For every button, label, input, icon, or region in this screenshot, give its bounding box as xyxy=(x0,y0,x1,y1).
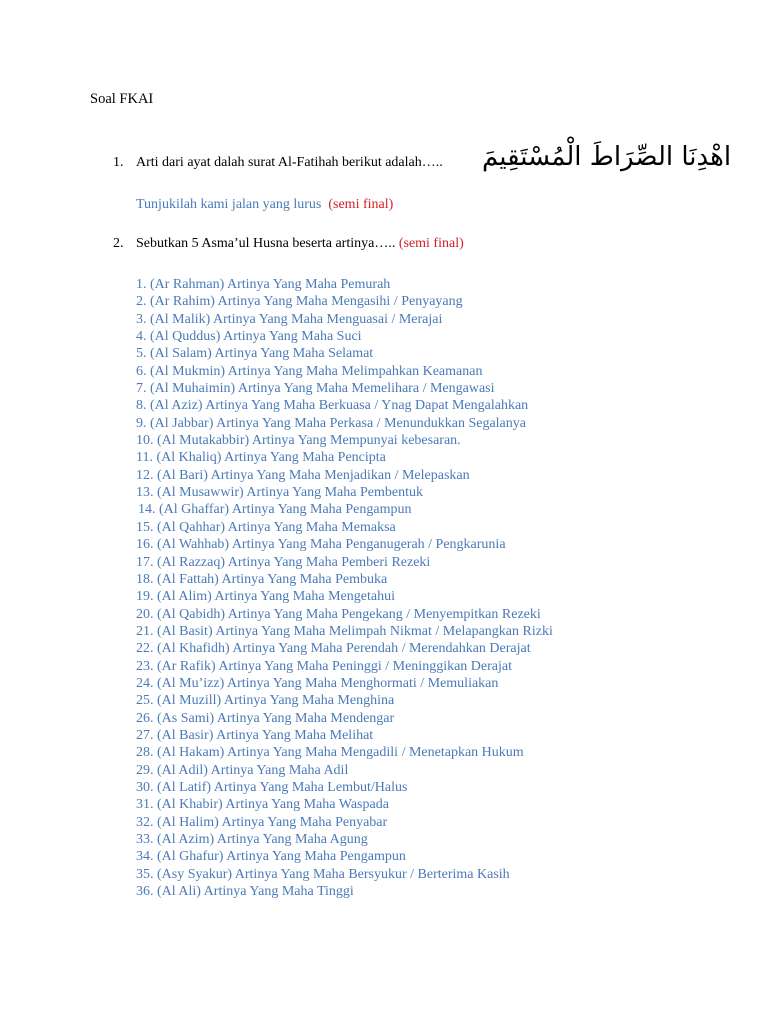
list-item: 25. (Al Muzill) Artinya Yang Maha Menghina xyxy=(136,693,395,709)
list-item: 23. (Ar Rafik) Artinya Yang Maha Peninggi / Meninggikan Derajat xyxy=(136,658,512,674)
list-item: 16. (Al Wahhab) Artinya Yang Maha Penganugerah / Pengkarunia xyxy=(136,537,506,553)
list-item: 1. (Ar Rahman) Artinya Yang Maha Pemurah xyxy=(136,277,391,292)
list-item: 11. (Al Khaliq) Artinya Yang Maha Pencipta xyxy=(136,450,386,466)
list-item: 34. (Al Ghafur) Artinya Yang Maha Pengampun xyxy=(136,849,406,865)
question-1-number: 1. xyxy=(113,155,124,170)
list-item: 13. (Al Musawwir) Artinya Yang Maha Pembentuk xyxy=(136,485,423,501)
list-item: 22. (Al Khafidh) Artinya Yang Maha Perendah / Merendahkan Derajat xyxy=(136,641,531,657)
list-item: 10. (Al Mutakabbir) Artinya Yang Mempunyai kebesaran. xyxy=(136,433,461,449)
arabic-verse: اهْدِنَا الصِّرَاطَ الْمُسْتَقِيمَ xyxy=(482,142,732,172)
list-item: 4. (Al Quddus) Artinya Yang Maha Suci xyxy=(136,329,362,345)
list-item: 5. (Al Salam) Artinya Yang Maha Selamat xyxy=(136,346,374,362)
list-item: 20. (Al Qabidh) Artinya Yang Maha Pengekang / Menyempitkan Rezeki xyxy=(136,606,541,622)
question-1-answer xyxy=(136,196,393,214)
asmaul-husna-list xyxy=(136,276,553,900)
list-item: 19. (Al Alim) Artinya Yang Maha Mengetahui xyxy=(136,589,395,605)
list-item: 28. (Al Hakam) Artinya Yang Maha Mengadili / Menetapkan Hukum xyxy=(136,745,524,761)
question-2-tag: (semi final) xyxy=(398,236,464,251)
list-item: 9. (Al Jabbar) Artinya Yang Maha Perkasa / Menundukkan Segalanya xyxy=(136,415,526,431)
list-item: 21. (Al Basit) Artinya Yang Maha Melimpah Nikmat / Melapangkan Rizki xyxy=(136,623,553,639)
question-1-answer-tag: (semi final) xyxy=(328,197,394,212)
question-1-text: Arti dari ayat dalah surat Al-Fatihah berikut adalah….. xyxy=(136,155,443,170)
list-item: 7. (Al Muhaimin) Artinya Yang Maha Memelihara / Mengawasi xyxy=(136,381,495,397)
list-item: 29. (Al Adil) Artinya Yang Maha Adil xyxy=(136,762,349,778)
list-item: 15. (Al Qahhar) Artinya Yang Maha Memaksa xyxy=(136,519,396,535)
list-item: 32. (Al Halim) Artinya Yang Maha Penyabar xyxy=(136,814,388,830)
list-item: 31. (Al Khabir) Artinya Yang Maha Waspada xyxy=(136,797,389,813)
page-title: Soal FKAI xyxy=(90,91,154,107)
list-item: 6. (Al Mukmin) Artinya Yang Maha Melimpahkan Keamanan xyxy=(136,363,483,379)
question-1 xyxy=(113,154,443,172)
list-item: 33. (Al Azim) Artinya Yang Maha Agung xyxy=(136,832,368,847)
list-item: 17. (Al Razzaq) Artinya Yang Maha Pemberi Rezeki xyxy=(136,554,431,570)
list-item: 26. (As Sami) Artinya Yang Maha Mendengar xyxy=(136,710,395,726)
question-2-number: 2. xyxy=(113,236,124,251)
list-item: 30. (Al Latif) Artinya Yang Maha Lembut/Halus xyxy=(136,779,408,795)
list-item: 12. (Al Bari) Artinya Yang Maha Menjadikan / Melepaskan xyxy=(136,467,470,483)
list-item: 36. (Al Ali) Artinya Yang Maha Tinggi xyxy=(136,884,354,900)
question-2 xyxy=(113,235,464,253)
question-2-text: Sebutkan 5 Asma’ul Husna beserta artinya….. xyxy=(136,236,396,251)
question-1-answer-text: Tunjukilah kami jalan yang lurus xyxy=(136,197,322,212)
list-item: 18. (Al Fattah) Artinya Yang Maha Pembuka xyxy=(136,571,388,587)
list-item: 27. (Al Basir) Artinya Yang Maha Melihat xyxy=(136,727,374,743)
list-item: 2. (Ar Rahim) Artinya Yang Maha Mengasihi / Penyayang xyxy=(136,294,463,310)
list-item: 3. (Al Malik) Artinya Yang Maha Menguasai / Merajai xyxy=(136,311,443,327)
list-item: 14. (Al Ghaffar) Artinya Yang Maha Pengampun xyxy=(138,502,412,518)
list-item: 24. (Al Mu’izz) Artinya Yang Maha Menghormati / Memuliakan xyxy=(136,675,499,691)
list-item: 8. (Al Aziz) Artinya Yang Maha Berkuasa / Ynag Dapat Mengalahkan xyxy=(136,398,529,414)
list-item: 35. (Asy Syakur) Artinya Yang Maha Bersyukur / Berterima Kasih xyxy=(136,866,510,882)
